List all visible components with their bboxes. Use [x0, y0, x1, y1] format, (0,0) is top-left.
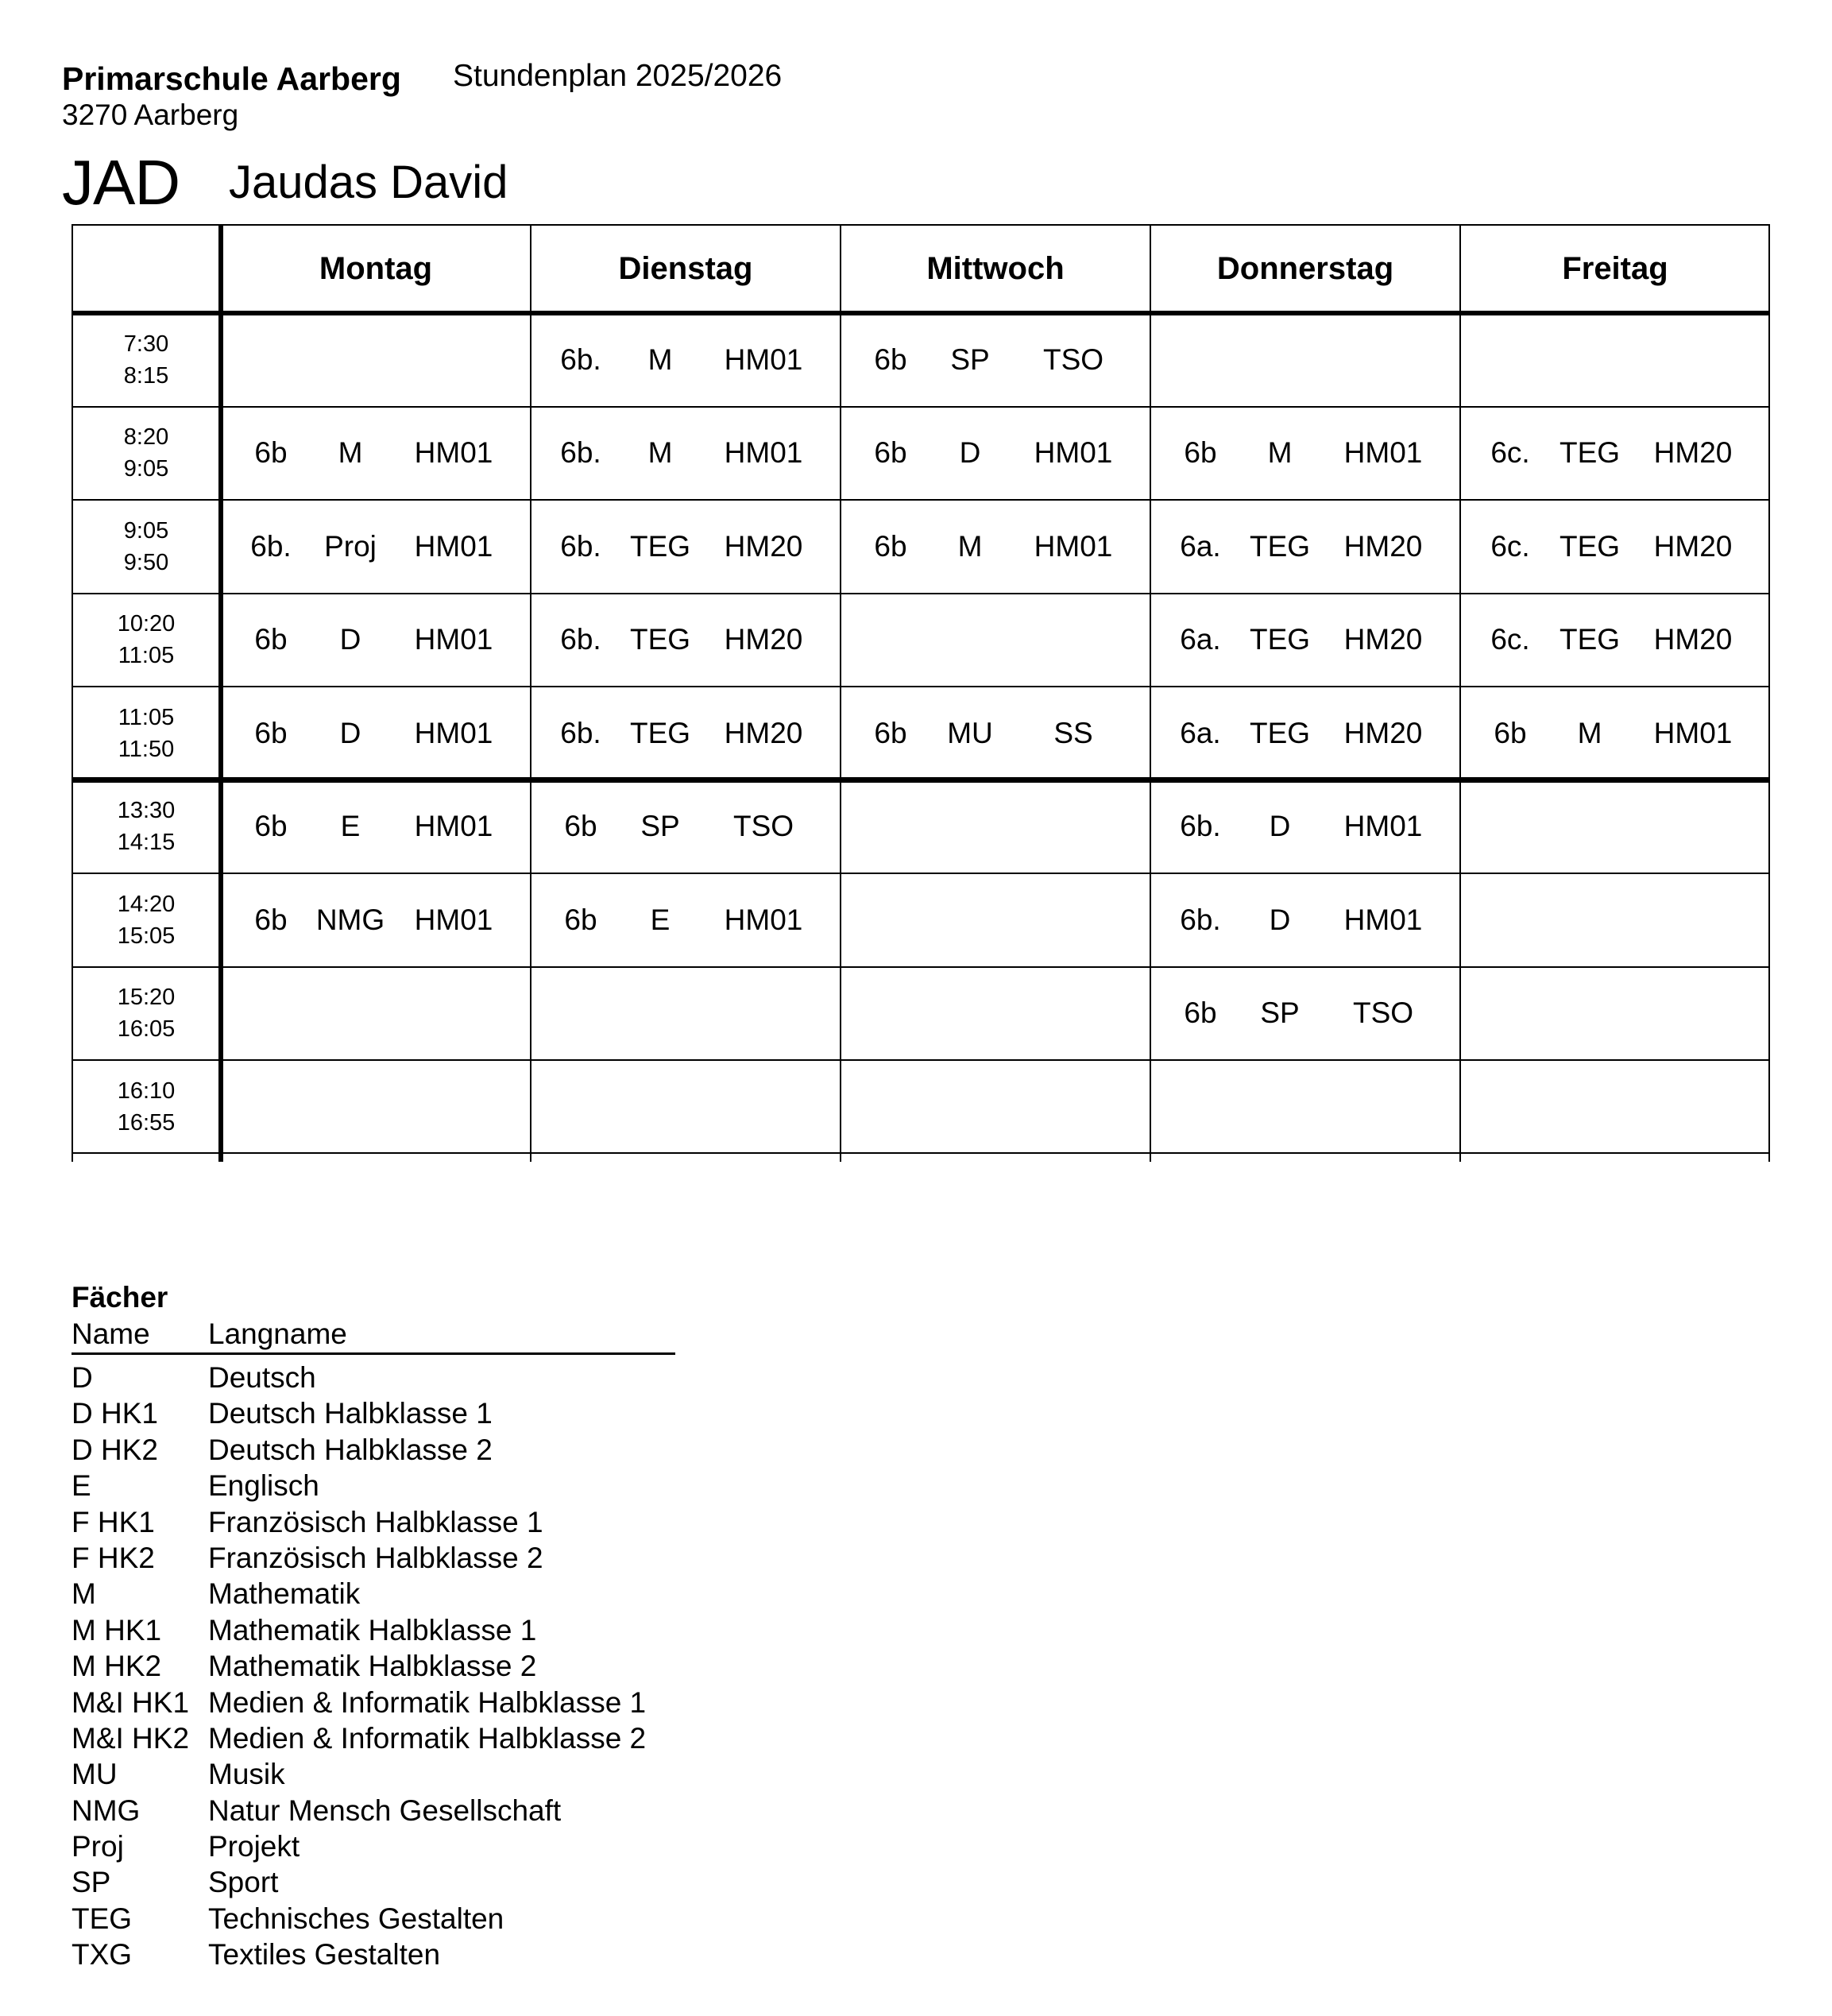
lesson-class: 6b — [254, 903, 288, 936]
lesson-cell — [531, 594, 841, 687]
lesson-subject: TEG — [629, 529, 691, 563]
lesson-class: 6b. — [560, 436, 601, 470]
legend-long-name: Technisches Gestalten — [208, 1902, 504, 1935]
slot-start: 7:30 — [123, 331, 169, 357]
lesson-cell — [1460, 780, 1770, 874]
lesson-cell — [841, 500, 1150, 594]
lesson-cell — [221, 594, 531, 687]
grid-vline — [72, 224, 73, 1162]
lesson-cell — [531, 687, 841, 780]
lesson-class: 6b. — [250, 529, 292, 563]
lesson-subject: TEG — [1559, 623, 1621, 656]
legend-header — [72, 1318, 675, 1355]
slot-end: 8:15 — [123, 362, 169, 389]
lesson-room: HM01 — [414, 810, 493, 843]
lesson-subject: M — [1577, 716, 1602, 749]
lesson-room: HM01 — [1034, 529, 1113, 563]
lesson-cell — [1460, 873, 1770, 967]
lesson-room: TSO — [1042, 342, 1104, 376]
lesson-room: HM01 — [414, 903, 493, 936]
lesson-cell — [1460, 967, 1770, 1061]
lesson-subject: MU — [947, 716, 993, 749]
grid-hline — [72, 593, 1770, 594]
legend-short-name: E — [72, 1469, 91, 1503]
lesson-room: HM01 — [724, 342, 803, 376]
lesson-class: 6b. — [560, 623, 601, 656]
lesson-subject: SP — [950, 342, 990, 376]
legend-row — [72, 1395, 675, 1431]
time-slot — [72, 500, 221, 594]
legend-short-name: TEG — [72, 1902, 133, 1935]
legend-long-name: Französisch Halbklasse 1 — [208, 1505, 543, 1538]
grid-hline — [72, 311, 1770, 315]
lesson-class: 6c. — [1490, 436, 1530, 470]
grid-hline — [72, 686, 1770, 687]
legend-row — [72, 1648, 675, 1684]
lesson-cell — [841, 594, 1150, 687]
lesson-subject: E — [340, 810, 361, 843]
lesson-cell — [221, 407, 531, 501]
subject-legend — [72, 1281, 675, 1973]
time-slot — [72, 1060, 221, 1154]
time-slot — [72, 687, 221, 780]
day-header: Freitag — [1562, 250, 1668, 286]
lesson-room: HM20 — [1653, 623, 1733, 656]
slot-start: 11:05 — [118, 704, 175, 730]
lesson-class: 6b. — [1180, 903, 1221, 936]
grid-vline — [530, 224, 531, 1162]
lesson-class: 6a. — [1180, 623, 1221, 656]
legend-row — [72, 1720, 675, 1756]
lesson-subject: D — [339, 716, 361, 749]
lesson-class: 6b — [874, 529, 907, 563]
grid-vline — [840, 224, 841, 1162]
legend-short-name: M — [72, 1577, 96, 1611]
lesson-subject: M — [647, 342, 673, 376]
lesson-class: 6b. — [560, 342, 601, 376]
lesson-room: HM20 — [1343, 529, 1423, 563]
legend-row — [72, 1540, 675, 1576]
lesson-class: 6b — [874, 716, 907, 749]
timetable-grid — [72, 224, 1770, 1162]
lesson-cell — [841, 1060, 1150, 1154]
school-name: Primarschule Aarberg — [62, 60, 401, 97]
lesson-room: HM20 — [1653, 436, 1733, 470]
lesson-room: HM20 — [1343, 716, 1423, 749]
lesson-class: 6b — [1184, 436, 1217, 470]
time-slot — [72, 780, 221, 874]
lesson-cell — [1150, 313, 1460, 407]
time-slot — [72, 967, 221, 1061]
legend-short-name: Proj — [72, 1830, 124, 1863]
lesson-room: HM20 — [1343, 623, 1423, 656]
legend-row — [72, 1685, 675, 1720]
lesson-class: 6b — [254, 716, 288, 749]
lesson-cell — [531, 313, 841, 407]
grid-hline — [72, 1059, 1770, 1061]
grid-hline — [72, 966, 1770, 968]
lesson-subject: TEG — [1249, 623, 1311, 656]
lesson-class: 6b — [254, 810, 288, 843]
lesson-room: HM20 — [1653, 529, 1733, 563]
legend-short-name: D HK2 — [72, 1433, 158, 1466]
lesson-cell — [1150, 594, 1460, 687]
lesson-class: 6b — [254, 436, 288, 470]
grid-hline — [72, 1152, 1770, 1154]
legend-long-name: Musik — [208, 1758, 285, 1791]
lesson-subject: M — [647, 436, 673, 470]
lesson-room: HM01 — [1343, 903, 1423, 936]
lesson-subject: TEG — [1249, 529, 1311, 563]
time-slot — [72, 594, 221, 687]
legend-long-name: Projekt — [208, 1830, 300, 1863]
lesson-class: 6a. — [1180, 716, 1221, 749]
lesson-subject: D — [959, 436, 981, 470]
legend-long-name: Mathematik Halbklasse 1 — [208, 1613, 537, 1646]
lesson-room: TSO — [1352, 996, 1414, 1030]
lesson-cell — [531, 967, 841, 1061]
lesson-subject: SP — [640, 810, 680, 843]
school-city: 3270 Aarberg — [62, 99, 239, 131]
day-header: Mittwoch — [926, 250, 1065, 286]
legend-short-name: M HK1 — [72, 1613, 162, 1646]
day-header: Donnerstag — [1216, 250, 1394, 286]
lesson-cell — [531, 500, 841, 594]
legend-long-name: Deutsch Halbklasse 1 — [208, 1397, 493, 1430]
time-slot — [72, 407, 221, 501]
slot-end: 16:55 — [117, 1109, 176, 1136]
lesson-class: 6b — [564, 810, 597, 843]
lesson-cell — [1150, 687, 1460, 780]
lesson-room: HM01 — [724, 903, 803, 936]
lesson-room: HM01 — [414, 716, 493, 749]
lesson-cell — [221, 1060, 531, 1154]
legend-short-name: M&I HK1 — [72, 1685, 190, 1719]
lesson-room: HM01 — [1343, 436, 1423, 470]
slot-start: 13:30 — [117, 798, 176, 824]
legend-short-name: D — [72, 1361, 93, 1394]
grid-hline — [72, 873, 1770, 874]
legend-short-name: M HK2 — [72, 1650, 162, 1683]
slot-start: 16:10 — [117, 1078, 176, 1104]
lesson-subject: SP — [1260, 996, 1300, 1030]
legend-row — [72, 1793, 675, 1828]
lesson-cell — [841, 780, 1150, 874]
slot-start: 8:20 — [123, 424, 169, 451]
slot-start: 9:05 — [123, 517, 169, 544]
lesson-subject: D — [339, 623, 361, 656]
lesson-room: TSO — [732, 810, 794, 843]
legend-short-name: D HK1 — [72, 1397, 158, 1430]
grid-hline — [72, 499, 1770, 501]
legend-short-name: NMG — [72, 1794, 141, 1827]
lesson-room: HM01 — [414, 623, 493, 656]
lesson-cell — [1150, 780, 1460, 874]
lesson-cell — [531, 873, 841, 967]
slot-end: 15:05 — [117, 923, 176, 949]
legend-short-name: TXG — [72, 1938, 133, 1972]
lesson-subject: E — [650, 903, 671, 936]
legend-short-name: MU — [72, 1758, 118, 1791]
legend-long-name: Sport — [208, 1866, 279, 1899]
lesson-room: HM20 — [724, 716, 803, 749]
lesson-cell — [221, 500, 531, 594]
legend-row — [72, 1901, 675, 1937]
lesson-class: 6c. — [1490, 529, 1530, 563]
lesson-cell — [1150, 407, 1460, 501]
grid-vline — [218, 224, 223, 1162]
lesson-subject: TEG — [1559, 436, 1621, 470]
slot-start: 10:20 — [117, 611, 176, 637]
legend-short-name: SP — [72, 1866, 111, 1899]
lesson-room: HM01 — [414, 529, 493, 563]
lesson-class: 6b. — [560, 716, 601, 749]
day-header: Dienstag — [618, 250, 753, 286]
lesson-cell — [1460, 594, 1770, 687]
lesson-class: 6b — [874, 436, 907, 470]
lesson-class: 6c. — [1490, 623, 1530, 656]
lesson-cell — [1150, 967, 1460, 1061]
legend-row — [72, 1468, 675, 1503]
legend-long-name: Französisch Halbklasse 2 — [208, 1541, 543, 1574]
lesson-cell — [221, 313, 531, 407]
grid-hline — [72, 224, 1770, 226]
legend-row — [72, 1360, 675, 1395]
lesson-room: HM01 — [414, 436, 493, 470]
lesson-room: SS — [1053, 716, 1093, 749]
legend-row — [72, 1828, 675, 1864]
lesson-cell — [1460, 407, 1770, 501]
lesson-room: HM20 — [724, 623, 803, 656]
lesson-subject: TEG — [629, 623, 691, 656]
legend-long-name: Englisch — [208, 1469, 319, 1503]
grid-vline — [1150, 224, 1151, 1162]
legend-short-name: F HK2 — [72, 1541, 155, 1574]
lesson-class: 6b — [564, 903, 597, 936]
lesson-subject: M — [957, 529, 983, 563]
lesson-subject: TEG — [1559, 529, 1621, 563]
lesson-subject: Proj — [324, 529, 377, 563]
slot-end: 11:05 — [118, 643, 175, 669]
time-slot — [72, 313, 221, 407]
lesson-cell — [1150, 500, 1460, 594]
lesson-class: 6a. — [1180, 529, 1221, 563]
lesson-class: 6b — [874, 342, 907, 376]
legend-short-name: F HK1 — [72, 1505, 155, 1538]
lesson-cell — [221, 967, 531, 1061]
grid-hline — [72, 777, 1770, 783]
slot-end: 11:50 — [118, 736, 175, 762]
plan-title: Stundenplan 2025/2026 — [453, 59, 783, 93]
lesson-cell — [1460, 687, 1770, 780]
lesson-room: HM01 — [1034, 436, 1113, 470]
lesson-room: HM01 — [724, 436, 803, 470]
legend-row — [72, 1432, 675, 1468]
lesson-subject: D — [1269, 903, 1291, 936]
slot-end: 16:05 — [117, 1016, 176, 1043]
grid-vline — [1459, 224, 1461, 1162]
legend-row — [72, 1864, 675, 1900]
legend-col-name: Name — [72, 1318, 150, 1350]
slot-end: 9:05 — [123, 456, 169, 482]
lesson-subject: M — [338, 436, 363, 470]
teacher-code: JAD — [62, 147, 180, 218]
slot-end: 9:50 — [123, 549, 169, 575]
lesson-class: 6b. — [1180, 810, 1221, 843]
slot-end: 14:15 — [117, 830, 176, 856]
lesson-cell — [221, 780, 531, 874]
lesson-cell — [221, 873, 531, 967]
legend-long-name: Mathematik Halbklasse 2 — [208, 1650, 537, 1683]
time-slot — [72, 873, 221, 967]
lesson-cell — [531, 407, 841, 501]
lesson-cell — [841, 407, 1150, 501]
legend-long-name: Medien & Informatik Halbklasse 2 — [208, 1721, 647, 1755]
lesson-cell — [531, 780, 841, 874]
legend-row — [72, 1937, 675, 1972]
lesson-subject: D — [1269, 810, 1291, 843]
legend-title: Fächer — [72, 1281, 168, 1314]
lesson-room: HM20 — [724, 529, 803, 563]
grid-hline — [72, 406, 1770, 408]
teacher-name: Jaudas David — [229, 157, 508, 208]
slot-start: 14:20 — [117, 891, 176, 917]
lesson-cell — [531, 1060, 841, 1154]
legend-short-name: M&I HK2 — [72, 1721, 190, 1755]
lesson-cell — [1460, 1060, 1770, 1154]
day-header: Montag — [319, 250, 433, 286]
legend-long-name: Medien & Informatik Halbklasse 1 — [208, 1685, 647, 1719]
lesson-cell — [1460, 500, 1770, 594]
lesson-room: HM01 — [1653, 716, 1733, 749]
legend-col-long: Langname — [208, 1318, 347, 1350]
lesson-cell — [1150, 873, 1460, 967]
lesson-cell — [841, 313, 1150, 407]
slot-start: 15:20 — [117, 985, 176, 1011]
lesson-cell — [841, 873, 1150, 967]
lesson-subject: NMG — [315, 903, 385, 936]
legend-long-name: Textiles Gestalten — [208, 1938, 441, 1972]
lesson-class: 6b. — [560, 529, 601, 563]
lesson-class: 6b — [254, 623, 288, 656]
lesson-cell — [841, 687, 1150, 780]
lesson-subject: M — [1267, 436, 1293, 470]
lesson-cell — [221, 687, 531, 780]
legend-long-name: Deutsch Halbklasse 2 — [208, 1433, 493, 1466]
legend-rows — [72, 1360, 675, 1973]
legend-row — [72, 1504, 675, 1540]
lesson-class: 6b — [1494, 716, 1527, 749]
legend-long-name: Deutsch — [208, 1361, 316, 1394]
lesson-subject: TEG — [1249, 716, 1311, 749]
lesson-class: 6b — [1184, 996, 1217, 1030]
legend-row — [72, 1612, 675, 1648]
legend-row — [72, 1576, 675, 1612]
lesson-cell — [1460, 313, 1770, 407]
lesson-cell — [841, 967, 1150, 1061]
grid-vline — [1768, 224, 1770, 1162]
lesson-subject: TEG — [629, 716, 691, 749]
lesson-room: HM01 — [1343, 810, 1423, 843]
legend-long-name: Natur Mensch Gesellschaft — [208, 1794, 562, 1827]
legend-long-name: Mathematik — [208, 1577, 361, 1611]
lesson-cell — [1150, 1060, 1460, 1154]
legend-row — [72, 1756, 675, 1792]
